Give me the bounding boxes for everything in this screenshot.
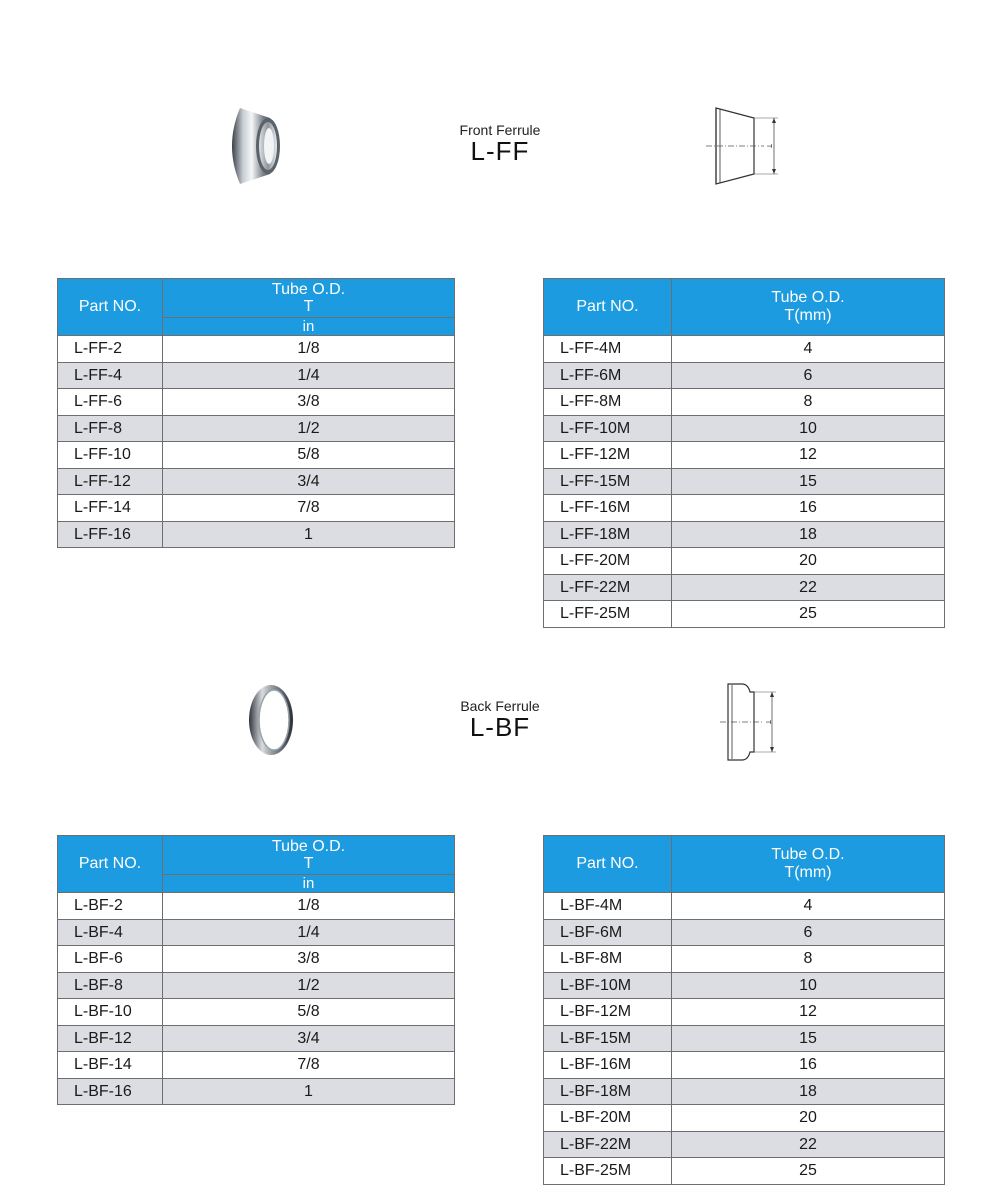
part-number-cell: L-BF-14 bbox=[58, 1052, 163, 1079]
tube-od-cell: 15 bbox=[672, 468, 945, 495]
part-number-cell: L-BF-10 bbox=[58, 999, 163, 1026]
table-row bbox=[544, 601, 945, 628]
front-dim-label: T bbox=[765, 143, 772, 149]
part-number-cell: L-FF-10M bbox=[544, 415, 672, 442]
front-ferrule-photo bbox=[222, 104, 286, 193]
table-row bbox=[58, 362, 455, 389]
part-number-cell: L-FF-22M bbox=[544, 574, 672, 601]
front-mm-table bbox=[543, 278, 945, 628]
tube-od-cell: 4 bbox=[672, 893, 945, 920]
front-inch-col-part: Part NO. bbox=[58, 279, 163, 336]
front-mm-col-od-line2: T(mm) bbox=[784, 307, 832, 324]
tube-od-cell: 1/8 bbox=[163, 893, 455, 920]
tube-od-cell: 20 bbox=[672, 548, 945, 575]
back-ferrule-subtitle: Back Ferrule bbox=[460, 698, 540, 714]
table-row bbox=[544, 1158, 945, 1185]
table-row bbox=[58, 1052, 455, 1079]
tube-od-cell: 5/8 bbox=[163, 999, 455, 1026]
part-number-cell: L-FF-16M bbox=[544, 495, 672, 522]
front-mm-col-od-line1: Tube O.D. bbox=[771, 289, 845, 306]
table-row bbox=[544, 336, 945, 363]
table-row bbox=[58, 1078, 455, 1105]
back-ferrule-title bbox=[400, 698, 600, 740]
part-number-cell: L-FF-14 bbox=[58, 495, 163, 522]
part-number-cell: L-FF-4 bbox=[58, 362, 163, 389]
back-inch-col-unit: in bbox=[163, 875, 455, 893]
front-inch-col-od-line2: T bbox=[303, 298, 314, 315]
table-row bbox=[544, 946, 945, 973]
front-ferrule-subtitle: Front Ferrule bbox=[459, 122, 541, 138]
tube-od-cell: 1/2 bbox=[163, 415, 455, 442]
tube-od-cell: 3/4 bbox=[163, 1025, 455, 1052]
part-number-cell: L-FF-4M bbox=[544, 336, 672, 363]
back-mm-col-od-line1: Tube O.D. bbox=[771, 846, 845, 863]
part-number-cell: L-BF-6 bbox=[58, 946, 163, 973]
tube-od-cell: 8 bbox=[672, 389, 945, 416]
part-number-cell: L-BF-4M bbox=[544, 893, 672, 920]
tube-od-cell: 15 bbox=[672, 1025, 945, 1052]
table-row bbox=[58, 521, 455, 548]
back-mm-col-od bbox=[672, 836, 945, 893]
tube-od-cell: 3/4 bbox=[163, 468, 455, 495]
tube-od-cell: 1/4 bbox=[163, 362, 455, 389]
table-row bbox=[544, 574, 945, 601]
table-row bbox=[58, 972, 455, 999]
part-number-cell: L-BF-15M bbox=[544, 1025, 672, 1052]
part-number-cell: L-BF-10M bbox=[544, 972, 672, 999]
part-number-cell: L-FF-15M bbox=[544, 468, 672, 495]
tube-od-cell: 7/8 bbox=[163, 1052, 455, 1079]
table-row bbox=[544, 1131, 945, 1158]
part-number-cell: L-FF-10 bbox=[58, 442, 163, 469]
table-row bbox=[58, 919, 455, 946]
table-row bbox=[544, 1052, 945, 1079]
table-row bbox=[544, 521, 945, 548]
back-inch-col-part: Part NO. bbox=[58, 836, 163, 893]
part-number-cell: L-BF-22M bbox=[544, 1131, 672, 1158]
table-row bbox=[58, 946, 455, 973]
tube-od-cell: 16 bbox=[672, 1052, 945, 1079]
tube-od-cell: 20 bbox=[672, 1105, 945, 1132]
table-row bbox=[544, 1078, 945, 1105]
part-number-cell: L-FF-20M bbox=[544, 548, 672, 575]
front-inch-col-unit: in bbox=[163, 318, 455, 336]
part-number-cell: L-BF-16M bbox=[544, 1052, 672, 1079]
part-number-cell: L-FF-8 bbox=[58, 415, 163, 442]
back-mm-table bbox=[543, 835, 945, 1185]
part-number-cell: L-BF-8M bbox=[544, 946, 672, 973]
back-ferrule-code: L-BF bbox=[469, 712, 531, 742]
tube-od-cell: 8 bbox=[672, 946, 945, 973]
tube-od-cell: 6 bbox=[672, 919, 945, 946]
part-number-cell: L-BF-12 bbox=[58, 1025, 163, 1052]
tube-od-cell: 1/4 bbox=[163, 919, 455, 946]
part-number-cell: L-BF-4 bbox=[58, 919, 163, 946]
tube-od-cell: 12 bbox=[672, 442, 945, 469]
part-number-cell: L-BF-16 bbox=[58, 1078, 163, 1105]
front-ferrule-drawing bbox=[706, 102, 786, 195]
table-row bbox=[544, 548, 945, 575]
table-row bbox=[58, 468, 455, 495]
front-inch-table bbox=[57, 278, 455, 548]
part-number-cell: L-FF-6M bbox=[544, 362, 672, 389]
tube-od-cell: 22 bbox=[672, 574, 945, 601]
back-dim-label: T bbox=[764, 719, 771, 725]
front-ferrule-title bbox=[400, 122, 600, 164]
front-mm-col-part: Part NO. bbox=[544, 279, 672, 336]
back-ferrule-photo bbox=[244, 682, 300, 763]
part-number-cell: L-FF-6 bbox=[58, 389, 163, 416]
part-number-cell: L-FF-18M bbox=[544, 521, 672, 548]
table-row bbox=[544, 919, 945, 946]
back-inch-table bbox=[57, 835, 455, 1105]
tube-od-cell: 18 bbox=[672, 521, 945, 548]
tube-od-cell: 3/8 bbox=[163, 946, 455, 973]
part-number-cell: L-BF-2 bbox=[58, 893, 163, 920]
part-number-cell: L-BF-6M bbox=[544, 919, 672, 946]
table-row bbox=[58, 415, 455, 442]
tube-od-cell: 6 bbox=[672, 362, 945, 389]
tube-od-cell: 10 bbox=[672, 415, 945, 442]
front-mm-col-od bbox=[672, 279, 945, 336]
back-inch-col-od-line1: Tube O.D. bbox=[271, 838, 346, 855]
back-inch-col-od-line2: T bbox=[303, 855, 314, 872]
tube-od-cell: 10 bbox=[672, 972, 945, 999]
table-row bbox=[544, 1105, 945, 1132]
table-row bbox=[544, 415, 945, 442]
front-ferrule-code: L-FF bbox=[470, 136, 530, 166]
tube-od-cell: 1 bbox=[163, 521, 455, 548]
tube-od-cell: 18 bbox=[672, 1078, 945, 1105]
table-row bbox=[544, 495, 945, 522]
table-row bbox=[544, 442, 945, 469]
table-row bbox=[58, 389, 455, 416]
back-ferrule-drawing bbox=[716, 680, 786, 769]
table-row bbox=[58, 442, 455, 469]
part-number-cell: L-FF-16 bbox=[58, 521, 163, 548]
front-inch-col-od bbox=[163, 279, 455, 318]
table-row bbox=[58, 336, 455, 363]
table-row bbox=[544, 999, 945, 1026]
part-number-cell: L-FF-25M bbox=[544, 601, 672, 628]
part-number-cell: L-BF-25M bbox=[544, 1158, 672, 1185]
back-mm-col-od-line2: T(mm) bbox=[784, 864, 832, 881]
part-number-cell: L-FF-12M bbox=[544, 442, 672, 469]
tube-od-cell: 1 bbox=[163, 1078, 455, 1105]
table-row bbox=[544, 1025, 945, 1052]
table-row bbox=[58, 893, 455, 920]
table-row bbox=[544, 972, 945, 999]
tube-od-cell: 3/8 bbox=[163, 389, 455, 416]
part-number-cell: L-FF-12 bbox=[58, 468, 163, 495]
table-row bbox=[544, 468, 945, 495]
back-inch-col-od bbox=[163, 836, 455, 875]
table-row bbox=[58, 495, 455, 522]
table-row bbox=[544, 389, 945, 416]
part-number-cell: L-BF-20M bbox=[544, 1105, 672, 1132]
tube-od-cell: 1/8 bbox=[163, 336, 455, 363]
back-mm-col-part: Part NO. bbox=[544, 836, 672, 893]
tube-od-cell: 1/2 bbox=[163, 972, 455, 999]
part-number-cell: L-FF-8M bbox=[544, 389, 672, 416]
tube-od-cell: 5/8 bbox=[163, 442, 455, 469]
tube-od-cell: 4 bbox=[672, 336, 945, 363]
part-number-cell: L-BF-8 bbox=[58, 972, 163, 999]
table-row bbox=[544, 893, 945, 920]
tube-od-cell: 25 bbox=[672, 601, 945, 628]
tube-od-cell: 22 bbox=[672, 1131, 945, 1158]
part-number-cell: L-BF-12M bbox=[544, 999, 672, 1026]
tube-od-cell: 16 bbox=[672, 495, 945, 522]
front-inch-col-od-line1: Tube O.D. bbox=[271, 281, 346, 298]
part-number-cell: L-BF-18M bbox=[544, 1078, 672, 1105]
tube-od-cell: 7/8 bbox=[163, 495, 455, 522]
table-row bbox=[58, 1025, 455, 1052]
part-number-cell: L-FF-2 bbox=[58, 336, 163, 363]
table-row bbox=[544, 362, 945, 389]
tube-od-cell: 12 bbox=[672, 999, 945, 1026]
table-row bbox=[58, 999, 455, 1026]
tube-od-cell: 25 bbox=[672, 1158, 945, 1185]
